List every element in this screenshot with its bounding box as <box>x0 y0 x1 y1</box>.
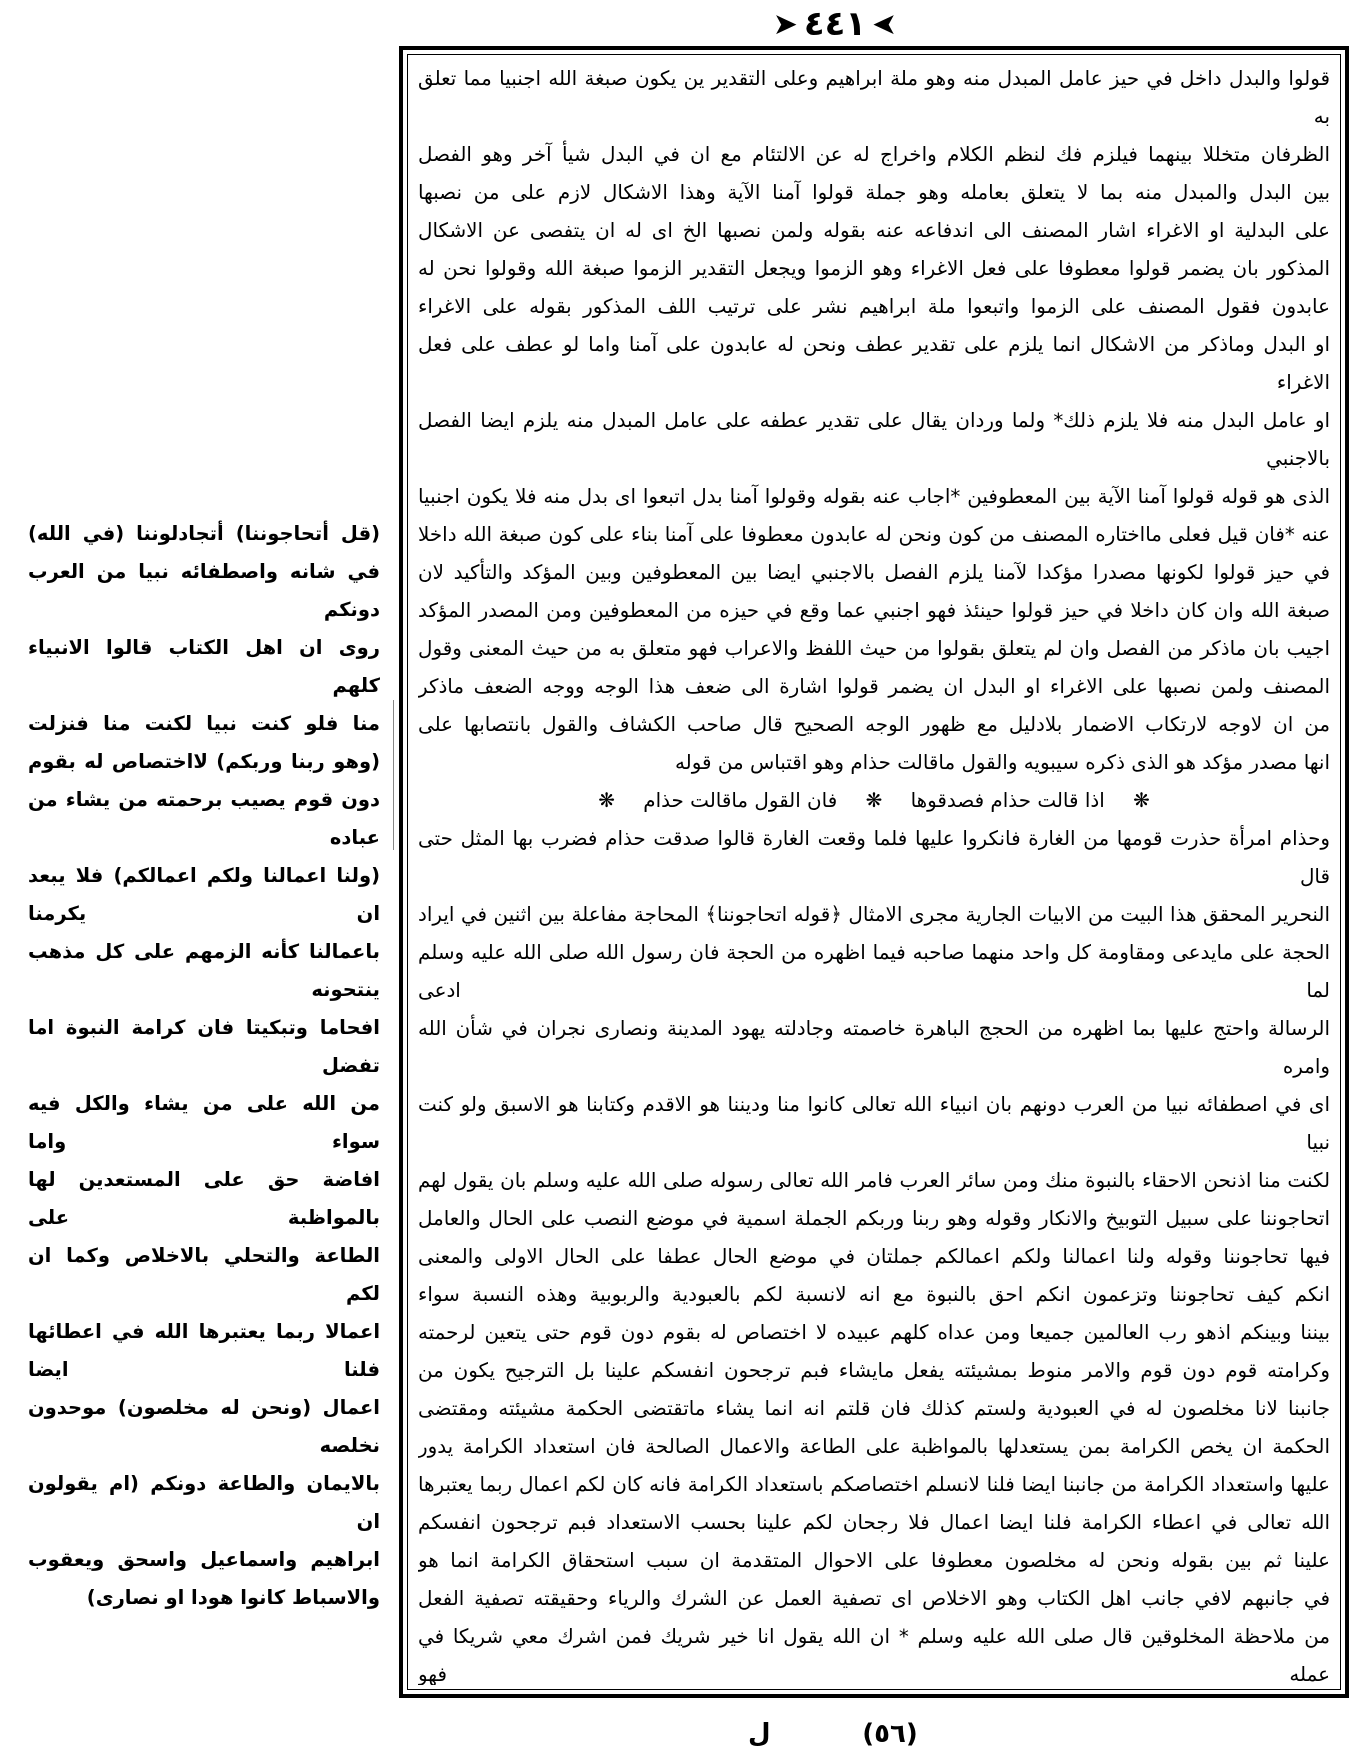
margin-line: منا فلو كنت نبيا لكنت منا فنزلت <box>28 712 380 735</box>
star-ornament-icon: ❋ <box>865 789 883 812</box>
margin-line: اعمالا ربما يعتبرها الله في اعطائها فلنا ايضا <box>28 1320 380 1381</box>
text-line: جانبنا لانا مخلصون له في العبودية ولستم كذلك فان قلتم انه انما يشاء ماتقتضى الحكمة مشيئته ومقتضى <box>418 1397 1330 1420</box>
text-line: بيننا وبينكم اذهو رب العالمين جميعا ومن عداه كلهم عبيده لا اختصاص له بقوم دون قوم حتى يتعين لرحمته <box>418 1321 1330 1344</box>
margin-line: (ولنا اعمالنا ولكم اعمالكم) فلا يبعد ان يكرمنا <box>28 864 380 925</box>
signature-letter: ل <box>748 1719 771 1749</box>
text-line: الله تعالى في اعطاء الكرامة فلنا ايضا اعمال فلا رجحان لكم علينا بحسب الاستعداد فبم ترجحون انفسكم <box>418 1511 1330 1534</box>
margin-line: (قل أتحاجوننا) أتجادلوننا (في الله) <box>28 522 380 545</box>
text-line: النحرير المحقق هذا البيت من الابيات الجارية مجرى الامثال ﴿قوله اتحاجوننا﴾ المحاجة مفاعلة بين اثنين في ايراد <box>418 903 1330 926</box>
ornament-right-icon: ➤ <box>872 6 898 42</box>
page-number: ٤٤١ <box>803 4 867 44</box>
poem-hemistich-1: اذا قالت حذام فصدقوها <box>910 789 1105 812</box>
text-line: عليها واستعداد الكرامة من جانبنا ايضا فلنا لانسلم اختصاصكم باستعداد الكرامة فانه كان لكم اعمال ربما يعتبرها <box>418 1473 1330 1496</box>
text-line: المصنف ولمن نصبها على الاغراء او البدل ان يضمر قولوا اشارة الى ضعف هذا الوجه ووجه الضعف ماذكر <box>418 675 1330 698</box>
margin-line: افحاما وتبكيتا فان كرامة النبوة اما تفضل <box>28 1016 380 1077</box>
text-line: انكم كيف تحاجوننا وتزعمون انكم احق بالنبوة مع انه لانسبة لكم بالعبودية والربوبية وهذه النسبة سواء <box>418 1283 1330 1306</box>
text-line: في حيز قولوا لكونها مصدرا مؤكدا لآمنا يلزم الفصل بالاجنبي ايضا بين المعطوفين وبين المؤكد والتأكيد لان <box>418 561 1330 584</box>
text-line: وحذام امرأة حذرت قومها من الغارة فانكروا عليها فلما وقعت الغارة قالوا صدقت حذام فضرب بها المثل حتى قال <box>418 827 1330 888</box>
poem-hemistich-2: فان القول ماقالت حذام <box>643 789 838 812</box>
margin-line: في شانه واصطفائه نبيا من العرب دونكم <box>28 560 380 621</box>
margin-line: الطاعة والتحلي بالاخلاص وكما ان لكم <box>28 1244 380 1305</box>
margin-line: افاضة حق على المستعدين لها بالمواظبة على <box>28 1168 380 1229</box>
margin-line: بالايمان والطاعة دونكم (ام يقولون ان <box>28 1472 380 1533</box>
text-line: او عامل البدل منه فلا يلزم ذلك* ولما وردان يقال على تقدير عطفه على عامل المبدل منه يلزم ايضا الفصل بالاجنبي <box>418 409 1330 470</box>
margin-line: دون قوم يصيب برحمته من يشاء من عباده <box>28 788 380 849</box>
text-line: وكرامته قوم دون قوم والامر منوط بمشيئته يفعل مايشاء فبم ترجحون انفسكم علينا بل الترجيح يكون من <box>418 1359 1330 1382</box>
main-commentary <box>418 60 1330 1685</box>
text-line: المذكور بان يضمر قولوا معطوفا على فعل الاغراء وهو الزموا ويجعل التقدير الزموا صبغة الله وقولوا نحن له <box>418 257 1330 280</box>
margin-line: باعمالنا كأنه الزمهم على كل مذهب ينتحونه <box>28 940 380 1001</box>
text-line: علينا ثم بين بقوله ونحن له مخلصون معطوفا على الاحوال المتقدمة ان سبب استحقاق الكرامة انما هو <box>418 1549 1330 1572</box>
margin-line: روى ان اهل الكتاب قالوا الانبياء كلهم <box>28 636 380 697</box>
ornament-left-icon: ➤ <box>772 6 798 42</box>
margin-line: ابراهيم واسماعيل واسحق ويعقوب <box>28 1548 380 1571</box>
text-line: الذى هو قوله قولوا آمنا الآية بين المعطوفين *اجاب عنه بقوله وقولوا آمنا بدل اتبعوا اى بدل منه فلا يكون اجنبيا <box>418 485 1330 508</box>
text-line: صبغة الله وان كان داخلا في حيز قولوا حينئذ فهو اجنبي عما وقع في حيزه من المعطوفين ومن المصدر المؤكد <box>418 599 1330 622</box>
text-line: قولوا والبدل داخل في حيز عامل المبدل منه وهو ملة ابراهيم وعلى التقدير ين يكون صبغة الله اجنبيا مما تعلق به <box>418 67 1330 128</box>
star-ornament-icon: ❋ <box>598 789 615 812</box>
margin-line: (وهو ربنا وربكم) لااختصاص له بقوم <box>28 750 380 773</box>
text-line: على البدلية او الاغراء اشار المصنف الى اندفاعه عنه بقوله ولمن نصبها الخ اى له ان يتفصى عن الاشكال <box>418 219 1330 242</box>
text-line: اجيب بان ماذكر من الفصل وان لم يتعلق بقولوا من حيث اللفظ والاعراب فهو متعلق به من حيث المعنى وقول <box>418 637 1330 660</box>
text-line: عنه *فان قيل فعلى مااختاره المصنف من كون ونحن له عابدون معطوفا على آمنا بناء على كون صبغة الله داخلا <box>418 523 1330 546</box>
text-line: او البدل وماذكر من الاشكال انما يلزم على تقدير عطف ونحن له عابدون على آمنا واما لو عطف على فعل الاغراء <box>418 333 1330 394</box>
margin-tafsir <box>28 515 380 1617</box>
margin-line: والاسباط كانوا هودا او نصارى) <box>86 1586 380 1609</box>
text-line: فيها تحاجوننا وقوله ولنا اعمالنا ولكم اعمالكم جملتان في موضع الحال عطفا على الحال الاولى والمعنى <box>418 1245 1330 1268</box>
star-ornament-icon: ❋ <box>1133 789 1150 812</box>
text-line: اتحاجوننا على سبيل التوبيخ والانكار وقوله وهو ربنا وربكم الجملة اسمية في موضع النصب على الحال والعامل <box>418 1207 1330 1230</box>
text-line: اى في اصطفائه نبيا من العرب دونهم بان انبياء الله تعالى كانوا منا وديننا هو الاقدم وكتابنا هو الاسبق ولو كنت نبيا <box>418 1093 1330 1154</box>
text-line: الظرفان متخللا بينهما فيلزم فك لنظم الكلام واخراج له عن الالتئام مع ان في البدل شيأ آخر وهو الفصل <box>418 143 1330 166</box>
text-line: الرسالة واحتج عليها بما اظهره من الحجج الباهرة خاصمته وجادلته يهود المدينة ونصارى نجران في شأن الله وامره <box>418 1017 1330 1078</box>
margin-rule <box>393 700 394 850</box>
text-line: الحكمة ان يخص الكرامة بمن يستعدلها بالمواظبة على الطاعة والاعمال الصالحة فان استعداد الكرامة يدور <box>418 1435 1330 1458</box>
text-line: في جانبهم لافي جانب اهل الكتاب وهو الاخلاص اى تصفية العمل عن الشرك والرياء وحقيقته تصفية الفعل <box>418 1587 1330 1610</box>
text-line: انها مصدر مؤكد هو الذى ذكره سيبويه والقول ماقالت حذام وهو اقتباس من قوله <box>675 751 1330 774</box>
text-line: عابدون فقول المصنف على الزموا واتبعوا ملة ابراهيم نشر على ترتيب اللف المذكور بقوله على الاغراء <box>418 295 1330 318</box>
poem-line <box>418 782 1330 820</box>
text-line: الحجة على مايدعى ومقاومة كل واحد منهما صاحبه فيما اظهره من الحجة فان رسول الله صلى الله عليه وسلم لما ادعى <box>418 941 1330 1002</box>
margin-line: من الله على من يشاء والكل فيه سواء واما <box>28 1092 380 1153</box>
margin-line: اعمال (ونحن له مخلصون) موحدون نخلصه <box>28 1396 380 1457</box>
signature-number: (٥٦) <box>862 1719 918 1749</box>
text-line: من ملاحظة المخلوقين قال صلى الله عليه وسلم * ان الله يقول انا خير شريك فمن اشرك معي شريكا في عمله فهو <box>418 1625 1330 1685</box>
page-header <box>700 2 970 46</box>
text-line: بين البدل والمبدل منه بما لا يتعلق بعامله وهو جملة قولوا آمنا الآية وهذا الاشكال لازم على من نصبها <box>418 181 1330 204</box>
text-line: من ان لاوجه لارتكاب الاضمار بلادليل مع ظهور الوجه الصحيح قال صاحب الكشاف والقول بانتصابها على <box>418 713 1330 736</box>
text-line: لكنت منا اذنحن الاحقاء بالنبوة منك ومن سائر العرب فامر الله تعالى رسوله صلى الله عليه وسلم بان يقول لهم <box>418 1169 1330 1192</box>
